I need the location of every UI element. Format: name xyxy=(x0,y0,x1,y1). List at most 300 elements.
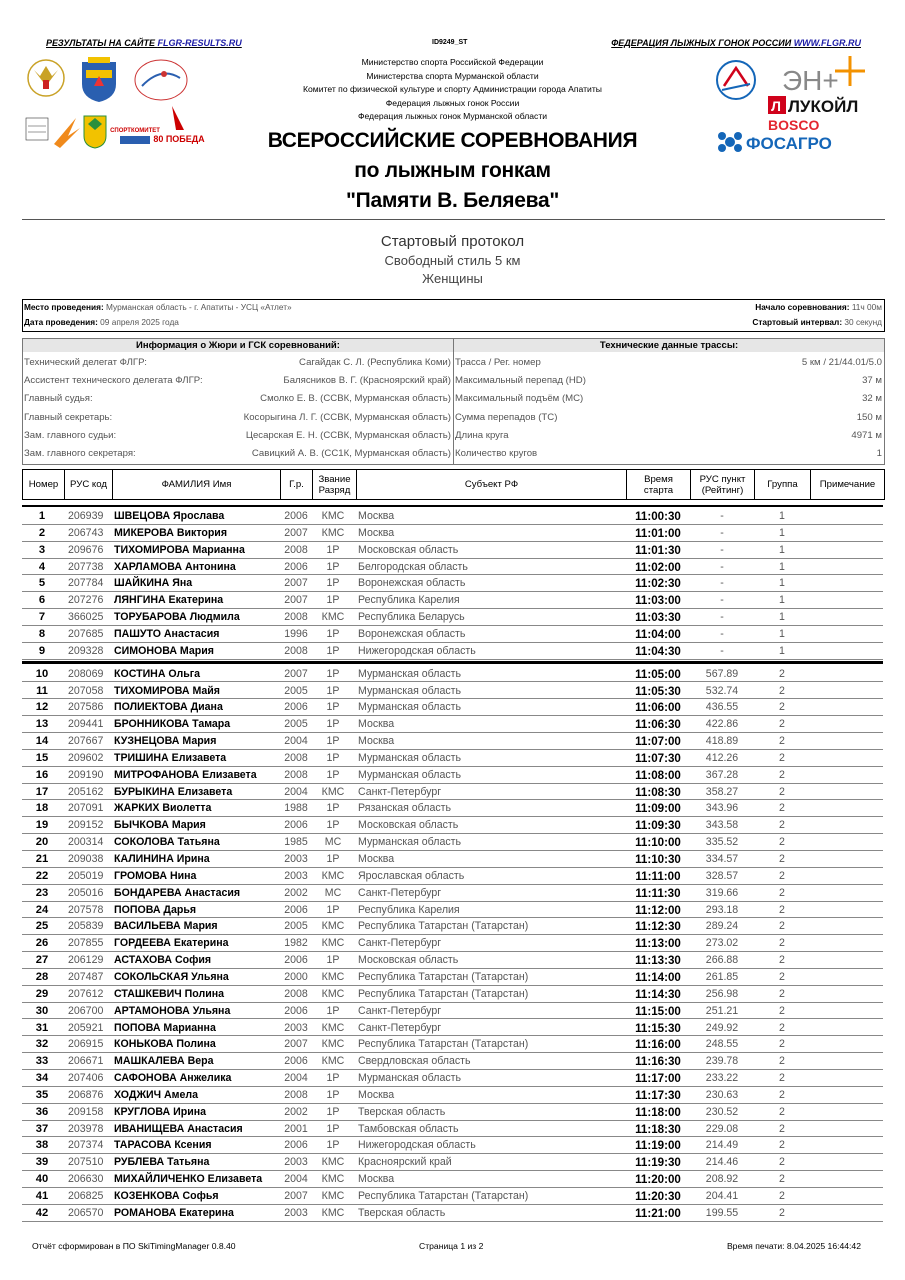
date-label: Дата проведения: xyxy=(24,317,98,327)
athlete-name: СОКОЛЬСКАЯ Ульяна xyxy=(114,970,229,983)
region: Тверская область xyxy=(358,1105,446,1118)
athlete-name: ЛЯНГИНА Екатерина xyxy=(114,594,224,607)
bib-number: 24 xyxy=(35,903,49,916)
rank: КМС xyxy=(321,987,345,1000)
lukoil-label: ЛУКОЙЛ xyxy=(788,97,859,116)
sport-center-logo-icon xyxy=(26,118,48,140)
bib-number: 22 xyxy=(35,869,49,882)
start-time: 11:18:00 xyxy=(635,1105,681,1119)
region: Мурманская область xyxy=(358,751,461,764)
rus-code: 207612 xyxy=(68,987,104,1000)
jury-person-value: Смолко Е. В. (ССВК, Мурманская область) xyxy=(260,393,451,405)
birth-year: 2004 xyxy=(284,1072,308,1085)
jury-role-label: Технический делегат ФЛГР: xyxy=(24,357,147,368)
rank: КМС xyxy=(321,1055,345,1068)
group: 2 xyxy=(779,970,785,983)
rus-points: - xyxy=(720,526,724,539)
federation-url[interactable]: WWW.FLGR.RU xyxy=(793,38,861,48)
table-row xyxy=(22,733,883,750)
birth-year: 2006 xyxy=(284,510,308,522)
group: 2 xyxy=(779,836,785,849)
venue-value: Мурманская область - г. Апатиты - УСЦ «Атлет» xyxy=(106,302,292,312)
region: Московская область xyxy=(358,819,459,832)
rus-code: 206743 xyxy=(68,526,104,539)
bib-number: 11 xyxy=(36,684,48,697)
table-row xyxy=(22,1137,883,1154)
flgr-logo-icon xyxy=(717,61,755,99)
rank: 1Р xyxy=(326,667,340,680)
protocol-title: Стартовый протокол xyxy=(380,233,525,250)
rus-code: 209152 xyxy=(68,819,104,832)
birth-year: 2005 xyxy=(284,718,308,731)
track-param-label: Количество кругов xyxy=(455,448,538,459)
start-time: 11:05:00 xyxy=(635,667,681,681)
rus-code: 206876 xyxy=(68,1088,104,1101)
start-time: 11:16:00 xyxy=(635,1038,681,1052)
region: Нижегородская область xyxy=(358,644,476,657)
athlete-name: РОМАНОВА Екатерина xyxy=(114,1206,234,1219)
rus-code: 206825 xyxy=(68,1190,104,1202)
rus-points: 261.85 xyxy=(705,970,739,983)
start-time: 11:09:00 xyxy=(635,802,681,816)
rank: КМС xyxy=(321,1038,345,1051)
athlete-name: ТРИШИНА Елизавета xyxy=(114,751,227,764)
region: Санкт-Петербург xyxy=(358,886,442,899)
table-row xyxy=(22,918,883,935)
col-group: Группа xyxy=(755,470,811,499)
rus-points: 251.21 xyxy=(705,1004,739,1017)
group: 2 xyxy=(779,1173,785,1186)
rank: КМС xyxy=(321,970,345,983)
bib-number: 28 xyxy=(35,970,49,983)
table-row xyxy=(22,1036,883,1053)
bib-number: 36 xyxy=(35,1105,49,1118)
rus-code: 209602 xyxy=(68,751,104,764)
birth-year: 1996 xyxy=(284,627,308,640)
group: 2 xyxy=(779,751,785,764)
col-rus-code: РУС код xyxy=(65,470,113,499)
rank: 1Р xyxy=(326,1072,340,1085)
athlete-name: ГРОМОВА Нина xyxy=(114,869,197,882)
rus-code: 207406 xyxy=(68,1072,104,1085)
rus-code: 209158 xyxy=(68,1105,104,1118)
table-row xyxy=(22,609,883,626)
table-row xyxy=(22,767,883,784)
birth-year: 2002 xyxy=(284,1105,308,1118)
athlete-name: КОНЬКОВА Полина xyxy=(114,1038,216,1051)
birth-year: 2002 xyxy=(284,886,308,899)
athlete-name: ИВАНИЩЕВА Анастасия xyxy=(114,1122,243,1135)
start-time: 11:17:30 xyxy=(635,1088,681,1102)
jury-role-label: Зам. главного секретаря: xyxy=(24,448,136,459)
start-time: 11:09:30 xyxy=(635,819,681,833)
rus-code: 209038 xyxy=(68,853,104,865)
rus-points: - xyxy=(720,510,724,522)
birth-year: 2004 xyxy=(284,735,308,748)
jury-role-label: Главный секретарь: xyxy=(24,411,113,423)
table-row xyxy=(22,817,883,834)
region: Санкт-Петербург xyxy=(358,937,442,950)
footer-print-time: Время печати: 8.04.2025 16:44:42 xyxy=(726,1241,861,1251)
athlete-name: БУРЫКИНА Елизавета xyxy=(114,785,233,798)
bib-number: 42 xyxy=(35,1206,49,1219)
victory-80-label: 80 ПОБЕДА xyxy=(153,134,205,144)
start-time: 11:08:30 xyxy=(635,785,681,799)
bib-number: 30 xyxy=(35,1004,49,1017)
athlete-name: БРОННИКОВА Тамара xyxy=(114,718,231,731)
rus-points: 567.89 xyxy=(705,667,739,680)
table-row xyxy=(22,525,883,542)
start-time: 11:19:30 xyxy=(635,1156,681,1170)
start-time: 11:20:00 xyxy=(635,1173,681,1187)
start-time: 11:17:00 xyxy=(635,1072,681,1086)
rus-code: 200314 xyxy=(68,836,104,849)
bib-number: 20 xyxy=(35,836,49,849)
col-number: Номер xyxy=(23,470,65,499)
athlete-name: КУЗНЕЦОВА Мария xyxy=(114,735,217,748)
birth-year: 2008 xyxy=(284,768,308,781)
rus-code: 209441 xyxy=(68,718,104,731)
protocol-style: Свободный стиль 5 км xyxy=(384,253,521,268)
table-row xyxy=(22,592,883,609)
title-line: ВСЕРОССИЙСКИЕ СОРЕВНОВАНИЯ xyxy=(267,129,638,152)
rus-points: 289.24 xyxy=(705,920,739,933)
rus-points: 230.52 xyxy=(705,1105,739,1118)
rus-code: 207784 xyxy=(68,577,104,590)
birth-year: 2003 xyxy=(284,853,308,865)
rus-points: 358.27 xyxy=(705,785,739,798)
region: Москва xyxy=(358,718,395,731)
region: Москва xyxy=(358,853,395,865)
group: 2 xyxy=(779,853,785,865)
region: Республика Татарстан (Татарстан) xyxy=(358,920,529,933)
region: Рязанская область xyxy=(358,802,452,815)
birth-year: 2008 xyxy=(284,543,308,556)
rus-code: 207510 xyxy=(68,1156,104,1169)
rank: 1Р xyxy=(326,718,340,731)
rus-points: 319.66 xyxy=(705,886,739,899)
rank: 1Р xyxy=(326,594,340,607)
interval-label: Стартовый интервал: xyxy=(752,317,843,327)
rus-code: 207738 xyxy=(68,560,104,573)
group: 2 xyxy=(779,1105,785,1118)
bib-number: 1 xyxy=(38,510,46,522)
rus-code: 205839 xyxy=(68,920,104,933)
bib-number: 38 xyxy=(35,1139,49,1152)
rus-points: - xyxy=(720,644,724,657)
start-time: 11:10:30 xyxy=(635,853,681,866)
birth-year: 2004 xyxy=(284,1173,308,1186)
region: Республика Карелия xyxy=(358,903,460,916)
athlete-name: ТИХОМИРОВА Марианна xyxy=(114,543,245,556)
rank: КМС xyxy=(321,785,345,798)
start-time: 11:08:00 xyxy=(635,768,681,782)
region: Мурманская область xyxy=(358,701,461,714)
birth-year: 1982 xyxy=(284,937,308,950)
protocol-heading xyxy=(0,232,905,288)
group: 1 xyxy=(779,526,785,539)
track-param-value: 1 xyxy=(876,448,882,459)
athlete-name: МИКЕРОВА Виктория xyxy=(114,526,228,539)
table-row xyxy=(22,559,883,576)
table-top-rule xyxy=(22,505,883,507)
rank: МС xyxy=(324,886,342,899)
athlete-name: РУБЛЕВА Татьяна xyxy=(114,1156,210,1169)
bib-number: 4 xyxy=(38,560,46,573)
protocol-category: Женщины xyxy=(422,271,483,286)
interval-value: 30 секунд xyxy=(844,317,882,327)
jury-person-value: Сагайдак С. Л. (Республика Коми) xyxy=(299,357,451,368)
table-row xyxy=(22,1205,883,1222)
group: 2 xyxy=(779,667,785,680)
track-param-value: 32 м xyxy=(862,393,882,405)
rank: 1Р xyxy=(326,701,340,714)
rus-points: - xyxy=(720,611,724,624)
athlete-name: ПОПОВА Марианна xyxy=(114,1021,216,1034)
group: 2 xyxy=(779,886,785,899)
athlete-name: ТИХОМИРОВА Майя xyxy=(114,684,220,697)
athlete-name: ЖАРКИХ Виолетта xyxy=(114,802,212,815)
rank: КМС xyxy=(321,1206,345,1219)
group: 2 xyxy=(779,735,785,748)
event-info-row-2 xyxy=(24,315,882,330)
rank: 1Р xyxy=(326,1004,340,1017)
rus-points: 256.98 xyxy=(705,987,739,1000)
rus-points: 532.74 xyxy=(705,684,739,697)
birth-year: 2008 xyxy=(284,1088,308,1101)
rus-points: 367.28 xyxy=(705,768,739,781)
event-info-row-1 xyxy=(24,300,882,315)
track-param-value: 37 м xyxy=(862,375,882,387)
birth-year: 2001 xyxy=(284,1122,308,1135)
start-time: 11:06:30 xyxy=(635,718,681,732)
rus-points: 412.26 xyxy=(705,751,739,764)
rank: 1Р xyxy=(326,802,340,815)
start-time: 11:11:00 xyxy=(635,869,681,883)
start-time: 11:06:00 xyxy=(635,701,681,715)
rus-code: 209328 xyxy=(68,644,104,657)
bib-number: 10 xyxy=(35,667,49,680)
rus-code: 207685 xyxy=(68,627,104,640)
murmansk-coat-of-arms-icon xyxy=(82,57,116,102)
athlete-name: КОСТИНА Ольга xyxy=(114,667,201,680)
athlete-name: МИТРОФАНОВА Елизавета xyxy=(114,768,257,781)
results-site-link[interactable] xyxy=(46,38,242,48)
group: 1 xyxy=(779,644,785,657)
table-row xyxy=(22,986,883,1003)
table-row xyxy=(22,784,883,801)
rus-code: 203978 xyxy=(68,1122,104,1135)
group: 2 xyxy=(779,1055,785,1068)
track-param-value: 150 м xyxy=(856,411,882,423)
region: Воронежская область xyxy=(358,627,466,640)
group: 2 xyxy=(779,1072,785,1085)
table-row xyxy=(22,542,883,559)
group: 2 xyxy=(779,1122,785,1135)
table-row xyxy=(22,969,883,986)
bib-number: 13 xyxy=(35,718,49,731)
table-row xyxy=(22,575,883,592)
start-time: 11:21:00 xyxy=(635,1206,681,1220)
table-row xyxy=(22,834,883,851)
region: Московская область xyxy=(358,954,459,967)
rus-points: 418.89 xyxy=(705,735,739,748)
athlete-name: ТОРУБАРОВА Людмила xyxy=(114,611,240,624)
table-row xyxy=(22,1154,883,1171)
col-rank: Звание Разряд xyxy=(313,470,357,499)
bib-number: 39 xyxy=(35,1156,49,1169)
group: 2 xyxy=(779,1139,785,1152)
athlete-name: СИМОНОВА Мария xyxy=(114,644,214,657)
birth-year: 2006 xyxy=(284,819,308,832)
bib-number: 34 xyxy=(35,1072,49,1085)
table-row xyxy=(22,902,883,919)
col-note: Примечание xyxy=(819,479,876,490)
birth-year: 2005 xyxy=(284,684,308,697)
group: 2 xyxy=(779,920,785,933)
en-plus-logo-icon xyxy=(782,56,865,96)
table-row xyxy=(22,851,883,868)
region: Воронежская область xyxy=(358,577,466,590)
organizer-line: Министерства спорта Мурманской области xyxy=(366,70,539,81)
group: 2 xyxy=(779,937,785,950)
birth-year: 2006 xyxy=(284,560,308,573)
bib-number: 21 xyxy=(35,853,49,865)
athlete-name: БОНДАРЕВА Анастасия xyxy=(114,886,241,899)
bib-number: 14 xyxy=(35,735,49,748)
rus-code: 206700 xyxy=(68,1004,104,1017)
birth-year: 2006 xyxy=(284,1139,308,1152)
group: 2 xyxy=(779,819,785,832)
table-header xyxy=(22,469,885,500)
rus-points: - xyxy=(720,560,724,573)
birth-year: 2007 xyxy=(284,667,308,680)
group: 2 xyxy=(779,869,785,882)
rus-points: 273.02 xyxy=(705,937,739,950)
start-time: 11:05:30 xyxy=(635,684,681,698)
group: 2 xyxy=(779,954,785,967)
organizer-line: Комитет по физической культуре и спорту Администрации города Апатиты xyxy=(303,84,602,94)
rank: 1Р xyxy=(326,954,340,967)
title-line: "Памяти В. Беляева" xyxy=(346,189,559,212)
bib-number: 5 xyxy=(38,577,46,590)
rank: КМС xyxy=(321,1021,345,1034)
organizer-line: Федерация лыжных гонок России xyxy=(385,97,520,108)
rus-points: - xyxy=(720,577,724,590)
rus-code: 207374 xyxy=(68,1139,104,1152)
group: 1 xyxy=(779,594,785,607)
athlete-name: ВАСИЛЬЕВА Мария xyxy=(114,920,218,933)
rank: КМС xyxy=(321,1190,345,1202)
organizer-line: Министерство спорта Российской Федерации xyxy=(361,57,544,67)
region: Ярославская область xyxy=(358,869,465,882)
start-time: 11:11:30 xyxy=(635,886,681,900)
bib-number: 6 xyxy=(38,594,46,607)
birth-year: 2007 xyxy=(284,594,308,607)
jury-person-value: Балясников В. Г. (Красноярский край) xyxy=(283,375,451,387)
phosagro-label: ФОСАГРО xyxy=(746,134,832,153)
athlete-name: ТАРАСОВА Ксения xyxy=(114,1139,212,1152)
birth-year: 2008 xyxy=(284,611,308,624)
table-row xyxy=(22,1070,883,1087)
rank: КМС xyxy=(321,526,345,539)
birth-year: 2005 xyxy=(284,920,308,933)
rus-points: 436.55 xyxy=(705,701,739,714)
rank: 1Р xyxy=(326,1122,340,1135)
jury-heading: Информация о Жюри и ГСК соревнований: xyxy=(23,339,453,352)
region: Москва xyxy=(358,526,395,539)
rus-points: 328.57 xyxy=(705,869,739,882)
region: Тверская область xyxy=(358,1206,446,1219)
table-row xyxy=(22,1188,883,1205)
rus-code: 206570 xyxy=(68,1206,104,1219)
competition-title xyxy=(200,126,705,216)
athlete-name: КРУГЛОВА Ирина xyxy=(114,1105,207,1118)
rus-code: 206129 xyxy=(68,954,104,967)
region: Московская область xyxy=(358,543,459,556)
apatity-coat-of-arms-icon xyxy=(84,116,106,148)
results-site-url[interactable]: FLGR-RESULTS.RU xyxy=(157,38,242,48)
start-time: 11:00:30 xyxy=(635,510,681,523)
jury-technical-box xyxy=(22,338,885,465)
athlete-name: САФОНОВА Анжелика xyxy=(114,1072,232,1085)
rank: 1Р xyxy=(326,627,340,640)
start-time: 11:13:30 xyxy=(635,954,681,968)
group: 1 xyxy=(779,560,785,573)
group: 1 xyxy=(779,611,785,624)
bib-number: 2 xyxy=(38,526,46,539)
sportcommittee-label: СПОРТКОМИТЕТ xyxy=(110,128,160,134)
bosco-label: BOSCO xyxy=(768,117,820,133)
start-time: 11:01:30 xyxy=(635,543,681,557)
jury-role-label: Ассистент технического делегата ФЛГР: xyxy=(24,375,203,387)
flame-logo-icon xyxy=(54,118,80,148)
birth-year: 2003 xyxy=(284,1021,308,1034)
group: 1 xyxy=(779,543,785,556)
group: 2 xyxy=(779,1156,785,1169)
rus-code: 366025 xyxy=(68,611,104,624)
header-divider xyxy=(22,219,885,220)
flgr-murmansk-logo-icon xyxy=(135,60,187,100)
rus-code: 209190 xyxy=(68,768,104,781)
svg-text:Л: Л xyxy=(771,98,781,114)
rus-points: 199.55 xyxy=(705,1206,739,1219)
rank: КМС xyxy=(321,611,345,624)
rus-points: 343.96 xyxy=(705,802,739,815)
rus-code: 207091 xyxy=(68,802,104,815)
bosco-logo-icon xyxy=(768,117,819,133)
bib-number: 35 xyxy=(35,1088,49,1101)
rus-code: 207578 xyxy=(68,903,104,916)
event-info-box xyxy=(22,299,885,332)
birth-year: 1985 xyxy=(284,836,308,849)
region: Санкт-Петербург xyxy=(358,1021,442,1034)
bib-number: 26 xyxy=(35,937,49,950)
rus-code: 205019 xyxy=(68,869,104,882)
group: 1 xyxy=(779,627,785,640)
federation-site-link[interactable] xyxy=(611,38,861,48)
athlete-name: ПАШУТО Анастасия xyxy=(114,627,220,640)
birth-year: 2004 xyxy=(284,785,308,798)
bib-number: 33 xyxy=(35,1055,49,1068)
bib-number: 40 xyxy=(35,1173,49,1186)
start-time: 11:04:00 xyxy=(635,627,681,641)
track-heading: Технические данные трассы: xyxy=(454,339,884,352)
table-row xyxy=(22,952,883,969)
rus-code: 206630 xyxy=(68,1173,104,1186)
group: 2 xyxy=(779,1088,785,1101)
region: Белгородская область xyxy=(358,560,468,573)
